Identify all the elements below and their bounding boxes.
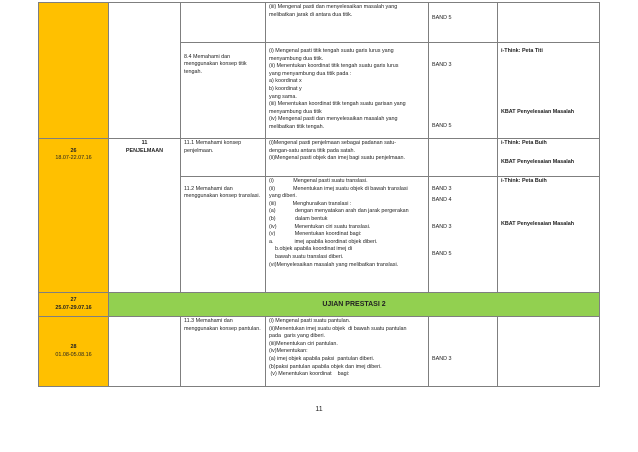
content-line: yang sama. [269, 93, 297, 100]
thinking-cell [498, 139, 600, 177]
week-cell [39, 3, 109, 139]
band-cell [429, 317, 498, 387]
week-cell [39, 293, 109, 317]
content-line: menyambung dua titik [269, 108, 322, 115]
week-number: 26 [70, 147, 77, 154]
content-line: menyambung dua titik. [269, 55, 324, 62]
standard-line: 8.4 Memahami dan [184, 53, 231, 60]
band-label: BAND 4 [432, 197, 452, 204]
week-dates: 01.08-05.08.16 [55, 351, 92, 358]
content-line: (iii) Menentukan koordinat titik tengah suatu garisan yang [269, 101, 406, 108]
band-label: BAND 3 [432, 355, 452, 362]
table-row [39, 317, 600, 387]
content-line: a) koordinat x [269, 78, 302, 85]
band-label: BAND 5 [432, 122, 452, 129]
content-line: (iv)Menentukan: [269, 348, 308, 355]
week-cell [39, 317, 109, 387]
content-line: (ii) Menentukan koordinat titik tengah suatu garis lurus [269, 63, 399, 70]
band-cell [429, 43, 498, 139]
standard-cell [181, 177, 266, 293]
content-line: (b) dalam bentuk [269, 215, 328, 222]
week-cell [39, 139, 109, 293]
week-number: 27 [70, 296, 77, 303]
content-line: (iii) Menghuraikan translasi : [269, 200, 352, 207]
kbat-label: KBAT Penyelesaian Masalah [501, 159, 575, 166]
thinking-cell [498, 3, 600, 43]
week-number: 28 [70, 343, 77, 350]
learning-content-cell [266, 317, 429, 387]
standard-cell [181, 3, 266, 43]
unit-title: PENJELMAAN [125, 147, 164, 154]
standard-cell [181, 317, 266, 387]
standard-line: tengah. [184, 68, 202, 75]
exam-banner [109, 293, 600, 317]
content-line: (v) Menentukan koordinat bagi: [269, 231, 362, 238]
standard-line: 11.3 Memahami dan [184, 318, 233, 324]
content-line: a. imej apabila koordinat objek diberi. [269, 238, 378, 245]
content-line: b.objek apabila koordinat imej di [269, 246, 353, 253]
kbat-label: KBAT Penyelesaian Masalah [501, 108, 575, 115]
thinking-cell [498, 317, 600, 387]
table-row [39, 139, 600, 177]
content-line: (i) Mengenal pasti suatu translasi. [269, 178, 368, 184]
content-line: (a) dengan menyatakan arah dan jarak pergerakan [269, 208, 409, 215]
content-line: (a) imej objek apabila paksi pantulan diberi. [269, 355, 375, 362]
content-line: pada garis yang diberi. [269, 333, 326, 340]
learning-content-cell [266, 177, 429, 293]
ithink-label: i-Think: Peta Buih [501, 140, 547, 146]
content-line: dengan-satu antara titik pada satah. [269, 147, 356, 154]
band-label: BAND 3 [432, 223, 452, 230]
content-line: melibatkan jarak di antara dua titik. [269, 11, 353, 18]
band-cell [429, 139, 498, 177]
content-line: yang menyambung dua titik pada : [269, 70, 352, 77]
band-cell [429, 177, 498, 293]
content-line: (ii) Menentukan imej suatu objek di bawah translasi [269, 185, 408, 192]
table-row [39, 293, 600, 317]
week-dates: 18.07-22.07.16 [55, 155, 92, 162]
page-number: 11 [315, 406, 323, 413]
band-cell [429, 3, 498, 43]
content-line: (iii) Mengenal pasti dan menyelesaikan masalah yang [269, 4, 398, 10]
band-label: BAND 5 [432, 250, 452, 257]
band-label: BAND 3 [432, 185, 452, 192]
content-line: (i) Mengenal pasti titik tengah suatu garis lurus yang [269, 48, 394, 54]
content-line: (i) Mengenal pasti suatu pantulan. [269, 318, 351, 324]
ithink-label: i-Think: Peta Buih [501, 178, 547, 184]
content-line: b) koordinat y [269, 85, 302, 92]
week-dates: 25.07-29.07.16 [55, 304, 92, 311]
standard-line: penjelmaan. [184, 147, 214, 154]
band-label: BAND 5 [432, 14, 452, 21]
standard-line: menggunakan konsep titik [184, 61, 247, 68]
standard-line: 11.1 Memahami konsep [184, 140, 242, 146]
unit-number: 11 [141, 140, 148, 146]
ithink-label: i-Think: Peta Titi [501, 48, 543, 54]
learning-content-cell [266, 139, 429, 177]
content-line: (iv) Mengenal pasti dan menyelesaikan masalah yang [269, 116, 398, 123]
content-line: (b)paksi pantulan apabila objek dan imej diberi. [269, 363, 382, 370]
learning-content-cell [266, 43, 429, 139]
unit-cell [109, 3, 181, 139]
content-line: (iii)Menentukan ciri pantulan. [269, 340, 338, 347]
lesson-plan-table [38, 2, 600, 387]
content-line: (i)Mengenal pasti penjelmaan sebagai padanan satu- [269, 140, 397, 146]
content-line: bawah suatu translasi diberi. [269, 253, 344, 260]
standard-cell [181, 43, 266, 139]
standard-cell [181, 139, 266, 177]
thinking-cell [498, 177, 600, 293]
kbat-label: KBAT Penyelesaian Masalah [501, 220, 575, 227]
content-line: (v) Menentukan koordinat bagi: [269, 371, 350, 378]
content-line: yang diberi. [269, 193, 297, 200]
content-line: (ii)Menentukan imej suatu objek di bawah suatu pantulan [269, 325, 407, 332]
content-line: melibatkan titik tengah. [269, 123, 325, 130]
content-line: (iv) Menentukan ciri suatu translasi. [269, 223, 371, 230]
standard-line: 11.2 Memahami dan [184, 185, 233, 192]
standard-line: menggunakan konsep translasi. [184, 193, 261, 200]
standard-line: menggunakan konsep pantulan. [184, 325, 261, 332]
unit-cell [109, 317, 181, 387]
table-row [39, 3, 600, 43]
content-line: (ii)Mengenal pasti objek dan imej bagi suatu penjelmaan. [269, 155, 406, 162]
exam-title: UJIAN PRESTASI 2 [322, 300, 386, 308]
unit-cell [109, 139, 181, 293]
content-line: (vi)Menyelesaikan masalah yang melibatkan translasi. [269, 261, 399, 268]
thinking-cell [498, 43, 600, 139]
learning-content-cell [266, 3, 429, 43]
band-label: BAND 3 [432, 62, 452, 69]
